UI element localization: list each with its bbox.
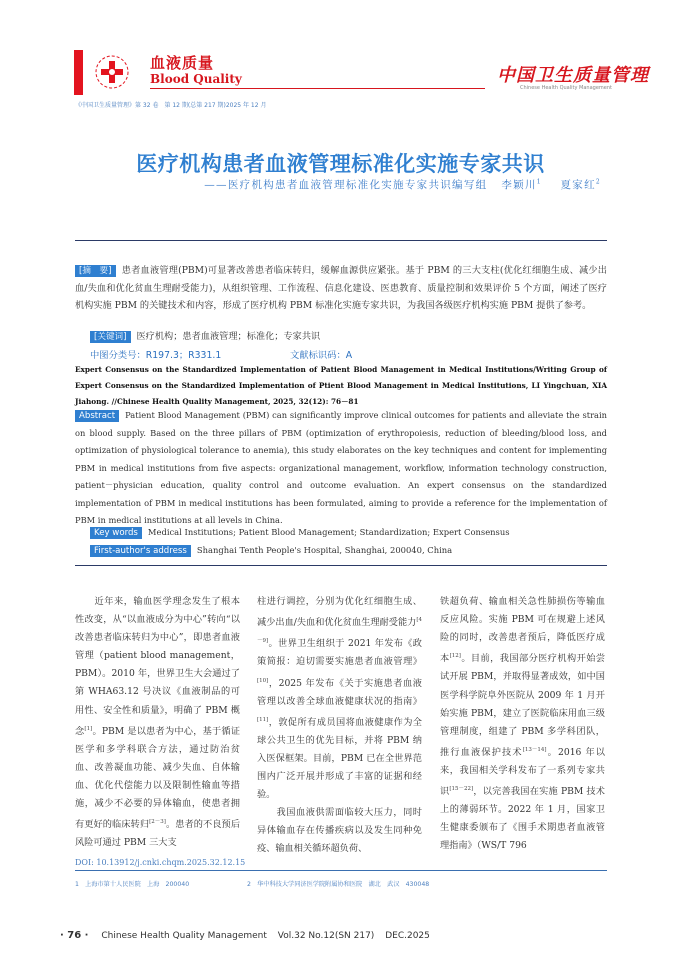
body-text: ，以完善我国在实施 PBM 技术上的薄弱环节。2022 年 1 月，国家卫生健康委颁布了《围手术期患者血液管理指南》（WS/T 796 [440,786,605,852]
keywords-en-tag: Key words [90,527,142,539]
body-text: 。患者的不良预后风险可通过 PBM 三大支 [75,819,241,849]
page-footer [60,930,438,941]
body-text: 。目前，我国部分医疗机构开始尝试开展 PBM，并取得显著成效，如中国医学科学院阜外医院从 2009 年 1 月开始实施 PBM，建立了医院临床用血三级管理制度，组建了 PBM 多学科团队，推行血液保护技术 [440,653,606,758]
body-text: ，2025 年发布《关于实施患者血液管理以改善全球血液健康状况的指南》 [257,677,422,707]
abstract-cn-tag: [摘 要] [75,265,116,277]
citation-ref: [13－14] [522,746,547,753]
author-affil-mark: 1 [536,178,542,186]
english-citation: Expert Consensus on the Standardized Implementation of Patient Blood Management in Medical Institutions/Writing Group of Expert Consensus on the Standardized Implementation of Ptient Blood Management in Medical Institutions, LI Yingchuan, XIA Jiahong. //Chinese Health Quality Management, 2025, 32(12): 76－81 [75,365,607,406]
section-title-cn: 血液质量 [150,54,215,72]
author-name: 夏家红 [560,179,596,191]
article-title: 医疗机构患者血液管理标准化实施专家共识 [136,152,545,176]
body-text: 近年来，输血医学理念发生了根本性改变，从“以血液成分为中心”转向“以改善患者临床转归为中心”，即患者血液管理（patient blood management，PBM）。2010 年，世界卫生大会通过了第 WHA63.12 号决议《血液制品的可用性、安全性和质量》，明确了 PBM 概念 [75,596,240,737]
doi-link[interactable]: DOI: 10.13912/j.cnki.chqm.2025.32.12.15 [75,858,246,867]
address-text: Shanghai Tenth People's Hospital, Shanghai, 200040, China [196,545,453,555]
keywords-cn [90,328,320,343]
body-column-3 [440,593,605,856]
citation-ref: [15－22] [449,786,474,793]
abstract-en [75,407,607,530]
byline-group: ——医疗机构患者血液管理标准化实施专家共识编写组 [204,179,488,191]
document-code: 文献标识码：A [290,350,353,361]
page-number: · 76 · [60,930,89,941]
footnote-rule [75,870,607,871]
body-text: 。2016 年以来，我国相关学科发布了一系列专家共识 [440,746,605,798]
first-author-address [90,545,452,557]
keywords-en-text: Medical Institutions; Patient Blood Management; Standardization; Expert Consensus [147,527,510,537]
body-text: 柱进行调控，分别为优化红细胞生成、减少出血/失血和优化贫血生理耐受能力 [257,596,422,629]
citation-ref: [10] [257,677,269,684]
header-red-bar [74,50,83,95]
keywords-cn-tag: [关键词] [90,331,131,343]
issue-line: 《中国卫生质量管理》第 32 卷 第 12 期(总第 217 期)2025 年 12 月 [75,102,267,109]
keywords-cn-text: 医疗机构；患者血液管理；标准化；专家共识 [136,331,321,342]
header-rule [150,88,485,89]
section-title-en: Blood Quality [150,72,242,86]
citation-ref: [11] [257,716,269,723]
abstract-cn [75,262,607,315]
abstract-top-rule [75,240,607,241]
journal-name-en: Chinese Health Quality Management [101,931,267,941]
citation-ref: [2－3] [149,819,166,826]
journal-brand-subtitle: Chinese Health Quality Management [520,85,612,91]
body-column-1 [75,593,240,852]
blood-quality-logo-icon [92,52,132,92]
body-text: 。PBM 是以患者为中心，基于循证医学和多学科联合方法，通过防治贫血、改善凝血功能、减少失血、自体输血、优化代偿能力以及限制性输血等措施，减少不必要的异体输血，使患者拥有更好的临床转归 [75,725,241,831]
issue-date: DEC.2025 [385,931,430,941]
abstract-en-tag: Abstract [75,410,119,422]
body-column-2 [257,593,422,859]
body-text: 。世界卫生组织于 2021 年发布《政策简报：迫切需要实施患者血液管理》 [257,638,422,668]
volume-info: Vol.32 No.12(SN 217) [277,931,375,941]
author-name: 李颖川 [501,179,537,191]
journal-brand: 中国卫生质量管理 [497,65,649,86]
citation-ref: [1] [84,725,93,732]
affiliation-1: 1 上海市第十人民医院 上海 200040 [75,881,190,888]
citation-ref: [4－9] [257,617,422,645]
abstract-cn-text: 患者血液管理(PBM)可显著改善患者临床转归，缓解血源供应紧张。基于 PBM 的三大支柱(优化红细胞生成、减少出血/失血和优化贫血生理耐受能力)，从组织管理、工作流程、信息化建设、医患教育、质量控制和效果评价 5 个方面，阐述了医疗机构实施 PBM 的关键技术和内容，形成了医疗机构 PBM 标准化实施专家共识，为我国各级医疗机构实施 PBM 提供了参考。 [75,265,607,312]
affiliation-2: 2 华中科技大学同济医学院附属协和医院 湖北 武汉 430048 [247,881,430,888]
author-affil-mark: 2 [595,178,601,186]
abstract-bottom-rule [75,565,607,566]
body-text: 铁超负荷、输血相关急性肺损伤等输血反应风险。实施 PBM 可在规避上述风险的同时，改善患者预后，降低医疗成本 [440,596,605,665]
article-byline [204,177,601,192]
clc-number: 中图分类号：R197.3；R331.1 [90,350,222,361]
keywords-en [90,527,510,539]
body-text: ，敦促所有成员国将血液健康作为全球公共卫生的优先目标，并将 PBM 纳入医保框架。目前，PBM 已在全世界范围内广泛开展并形成了丰富的证据和经验。 我国血液供需面临较大压力，同时异体输血存在传播疾病以及发生同种免疫、输血相关循环超负荷、 [257,716,422,855]
abstract-en-text: Patient Blood Management (PBM) can significantly improve clinical outcomes for patients and alleviate the strain on blood supply. Based on the three pillars of PBM (optimization of erythropoiesis, reduction of bleeding/blood loss, and optimization of physiological tolerance to anemia), this study elaborates on the key techniques and content for implementing PBM in medical institutions from five aspects: organizational management, workflow, information technology construction, patient－physician education, quality control and outcome evaluation. An expert consensus on the standardized implementation of PBM in medical institutions has been formulated, aiming to provide a reference for the implementation of PBM in medical institutions at all levels in China. [75,410,607,525]
citation-ref: [12] [449,653,461,660]
address-tag: First-author's address [90,545,191,557]
